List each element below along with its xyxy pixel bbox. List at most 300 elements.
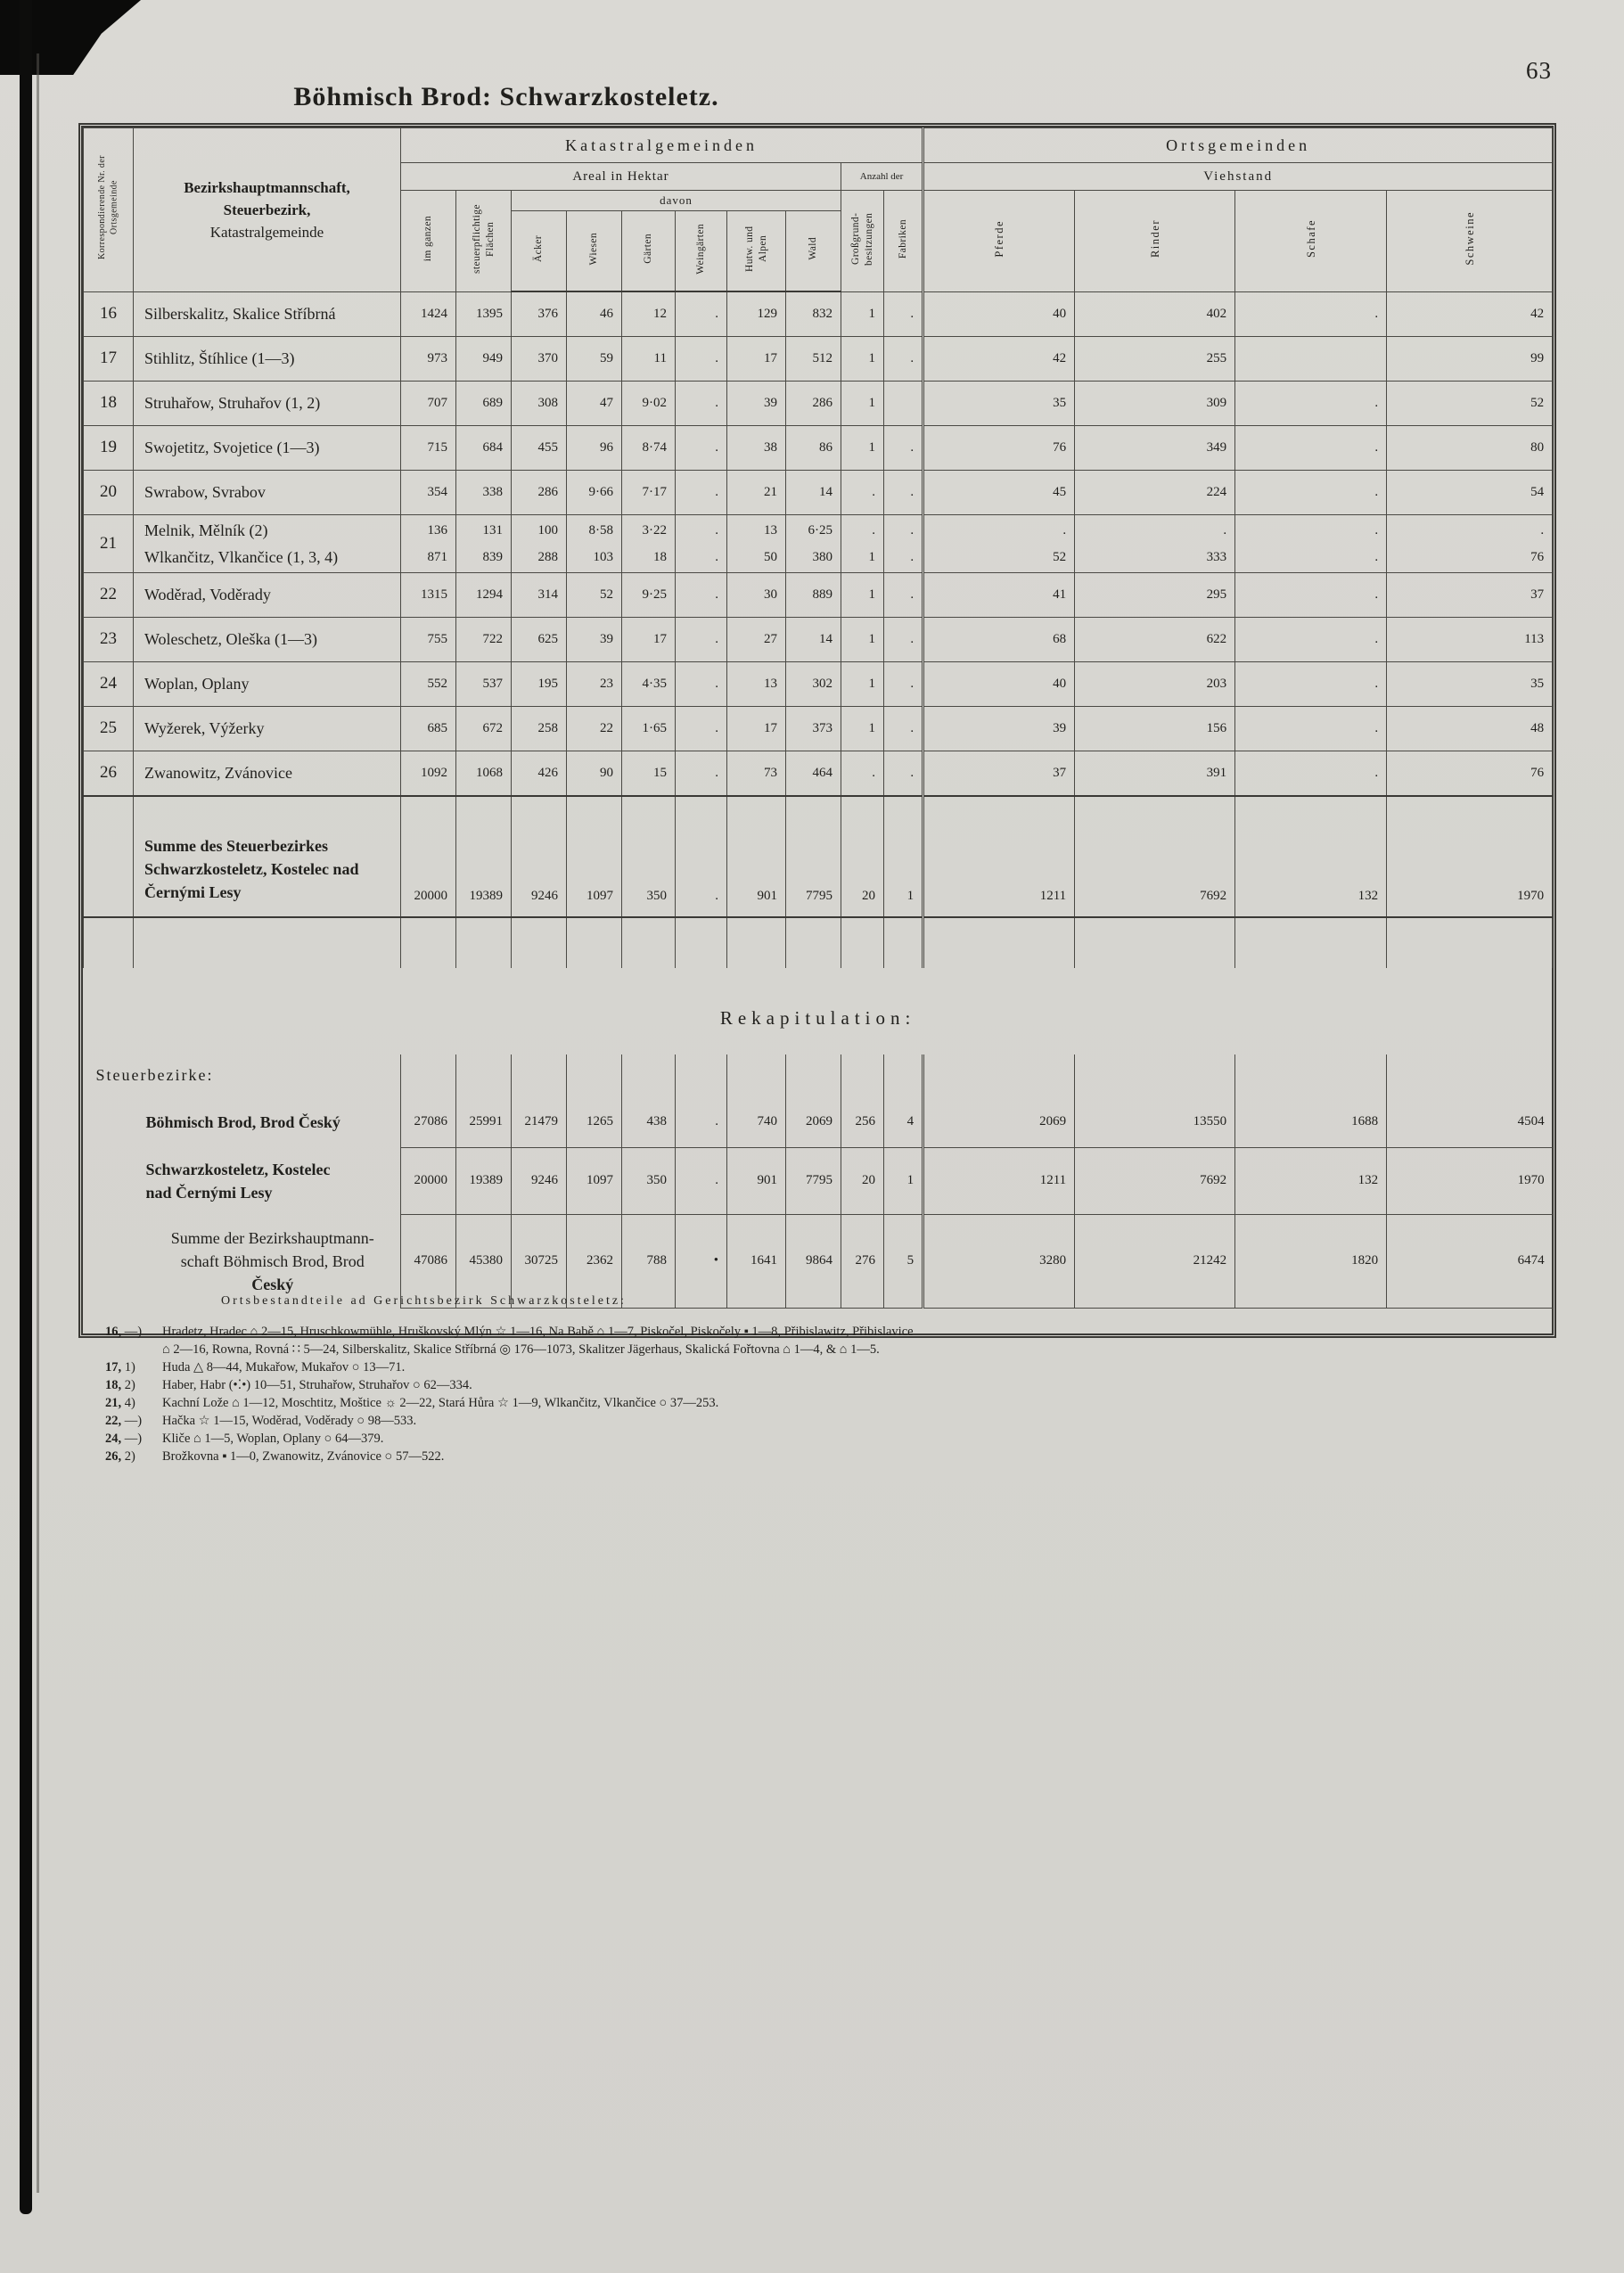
value-cell: .	[1235, 572, 1387, 617]
katastralgemeinde-name: Stihlitz, Štíhlice (1—3)	[134, 336, 401, 381]
rekapitulation-heading-row	[84, 968, 1553, 1054]
value-cell: 131 839	[456, 514, 512, 572]
value-cell: .	[1235, 751, 1387, 796]
spacer-cell	[1387, 917, 1553, 968]
rekap-spacer-cell	[567, 1054, 622, 1097]
footnotes-heading: Ortsbestandteile ad Gerichtsbezirk Schwarzkosteletz:	[221, 1294, 627, 1308]
value-cell: 1	[841, 706, 884, 751]
summe-value: 350	[622, 796, 676, 917]
value-cell: 42	[1387, 291, 1553, 336]
summe-value: 20	[841, 796, 884, 917]
value-cell: 426	[512, 751, 567, 796]
rekap-value: 4504	[1387, 1097, 1553, 1148]
steuerbezirke-row	[84, 1054, 1553, 1097]
value-cell: 99	[1387, 336, 1553, 381]
katastralgemeinde-name: Woděrad, Voděrady	[134, 572, 401, 617]
value-cell: . .	[1235, 514, 1387, 572]
footnote-entry	[105, 1358, 1531, 1376]
rekapitulation-heading-cell	[84, 968, 1553, 1054]
rekap-value: 438	[622, 1097, 676, 1148]
katastral-row	[84, 751, 1553, 796]
summe-value: 1	[884, 796, 923, 917]
value-cell: 52	[567, 572, 622, 617]
value-cell: 96	[567, 425, 622, 470]
rekap-value: 7692	[1075, 1147, 1235, 1214]
value-cell: . 1	[841, 514, 884, 572]
spacer-cell	[1235, 917, 1387, 968]
value-cell: 1092	[401, 751, 456, 796]
value-cell: 8·58 103	[567, 514, 622, 572]
rekap-value: 9864	[786, 1214, 841, 1308]
value-cell: 552	[401, 661, 456, 706]
value-cell: 7·17	[622, 470, 676, 514]
rekap-value: 3280	[923, 1214, 1075, 1308]
col-steuerpflichtige-flaechen	[456, 191, 512, 292]
footnote-prefix: 16, —)	[105, 1325, 143, 1339]
rekap-number-empty	[84, 1147, 134, 1214]
value-cell: 622	[1075, 617, 1235, 661]
value-cell: 1294	[456, 572, 512, 617]
col-rinder	[1075, 191, 1235, 292]
value-cell: .	[676, 381, 727, 425]
value-cell: .	[884, 617, 923, 661]
summe-value: 20000	[401, 796, 456, 917]
value-cell: .	[1235, 661, 1387, 706]
rekap-spacer-cell	[401, 1054, 456, 1097]
rekap-value: 1265	[567, 1097, 622, 1148]
rekap-value: 1211	[923, 1147, 1075, 1214]
col-weingaerten	[676, 211, 727, 292]
spacer-cell	[84, 917, 134, 968]
col-wiesen	[567, 211, 622, 292]
value-cell: .	[884, 470, 923, 514]
value-cell: .	[676, 336, 727, 381]
value-cell: 37	[923, 751, 1075, 796]
summe-value: 901	[727, 796, 786, 917]
value-cell: 349	[1075, 425, 1235, 470]
value-cell: 295	[1075, 572, 1235, 617]
value-cell: 52	[1387, 381, 1553, 425]
value-cell: 30	[727, 572, 786, 617]
rekap-value: 1688	[1235, 1097, 1387, 1148]
footnote-text: Haber, Habr (•⁚•) 10—51, Struhařow, Struhařov ○ 62—334.	[162, 1378, 472, 1392]
row-number: 21	[84, 514, 134, 572]
value-cell: . 76	[1387, 514, 1553, 572]
row-number: 25	[84, 706, 134, 751]
rekap-value: 901	[727, 1147, 786, 1214]
value-cell: 684	[456, 425, 512, 470]
value-cell: 27	[727, 617, 786, 661]
footnote-prefix: 22, —)	[105, 1414, 143, 1428]
value-cell: 9·25	[622, 572, 676, 617]
col-grossgrundbesitzungen-label: Großgrund-besitzungen	[849, 212, 874, 266]
value-cell: 625	[512, 617, 567, 661]
footnote-entry	[105, 1448, 1531, 1465]
value-cell: 1315	[401, 572, 456, 617]
col-pferde	[923, 191, 1075, 292]
value-cell: 255	[1075, 336, 1235, 381]
rekap-value: 788	[622, 1214, 676, 1308]
rekap-spacer-cell	[1235, 1054, 1387, 1097]
group-ortsgemeinden: Ortsgemeinden	[923, 128, 1553, 163]
scan-artifact-binding-line	[37, 53, 39, 2193]
spacer-cell	[134, 917, 401, 968]
value-cell: .	[884, 706, 923, 751]
value-cell: 14	[786, 470, 841, 514]
rekap-value: 25991	[456, 1097, 512, 1148]
value-cell: .	[884, 572, 923, 617]
rekap-value: 20000	[401, 1147, 456, 1214]
katastral-row	[84, 470, 1553, 514]
rekap-value: •	[676, 1214, 727, 1308]
statistics-table-frame	[78, 123, 1556, 1338]
col-schafe	[1235, 191, 1387, 292]
rekap-value: 132	[1235, 1147, 1387, 1214]
rekap-value: 2069	[786, 1097, 841, 1148]
value-cell	[884, 381, 923, 425]
rekap-spacer-cell	[676, 1054, 727, 1097]
summe-value: 7795	[786, 796, 841, 917]
summe-value: .	[676, 796, 727, 917]
row-number: 18	[84, 381, 134, 425]
value-cell: .	[1235, 291, 1387, 336]
value-cell: 258	[512, 706, 567, 751]
value-cell: .	[676, 661, 727, 706]
rekap-value: 27086	[401, 1097, 456, 1148]
value-cell: 1	[841, 661, 884, 706]
summe-value: 1970	[1387, 796, 1553, 917]
rekap-value: 13550	[1075, 1097, 1235, 1148]
value-cell: .	[884, 751, 923, 796]
summe-value: 7692	[1075, 796, 1235, 917]
footnote-list	[105, 1323, 1531, 1465]
spacer-cell	[923, 917, 1075, 968]
value-cell: 973	[401, 336, 456, 381]
value-cell: 309	[1075, 381, 1235, 425]
col-im-ganzen-label: im ganzen	[422, 216, 434, 262]
katastralgemeinde-name: Wyžerek, Výžerky	[134, 706, 401, 751]
value-cell: 1068	[456, 751, 512, 796]
value-cell: 889	[786, 572, 841, 617]
value-cell: .	[884, 661, 923, 706]
value-cell: 11	[622, 336, 676, 381]
rekap-spacer-cell	[786, 1054, 841, 1097]
value-cell: 512	[786, 336, 841, 381]
rekapitulation-heading: Rekapitulation:	[719, 1006, 916, 1029]
value-cell: 3·22 18	[622, 514, 676, 572]
rekap-label: Böhmisch Brod, Brod Český	[145, 1112, 340, 1131]
value-cell: 8·74	[622, 425, 676, 470]
value-cell: 22	[567, 706, 622, 751]
value-cell: 9·02	[622, 381, 676, 425]
rekap-value: .	[676, 1097, 727, 1148]
rekap-value: 1	[884, 1147, 923, 1214]
footnote-prefix: 26, 2)	[105, 1449, 135, 1464]
col-schafe-label: Schafe	[1304, 219, 1317, 258]
value-cell: . 52	[923, 514, 1075, 572]
rekap-row	[84, 1097, 1553, 1148]
value-cell: .	[1235, 470, 1387, 514]
col-gaerten-label: Gärten	[643, 234, 654, 264]
footnote-entry	[105, 1376, 1531, 1394]
rekap-spacer-cell	[923, 1054, 1075, 1097]
rekap-value: 19389	[456, 1147, 512, 1214]
scan-artifact-binding-bar	[20, 0, 32, 2214]
value-cell: .	[676, 572, 727, 617]
value-cell: 45	[923, 470, 1075, 514]
col-fabriken	[884, 191, 923, 292]
summe-row	[84, 796, 1553, 917]
col-im-ganzen	[401, 191, 456, 292]
rekap-value: 276	[841, 1214, 884, 1308]
spacer-cell	[401, 917, 456, 968]
value-cell: 17	[622, 617, 676, 661]
value-cell: 689	[456, 381, 512, 425]
value-cell: 707	[401, 381, 456, 425]
col-schweine-label: Schweine	[1463, 211, 1476, 267]
value-cell: 100 288	[512, 514, 567, 572]
value-cell: .	[884, 336, 923, 381]
value-cell: .	[884, 425, 923, 470]
value-cell: 391	[1075, 751, 1235, 796]
value-cell: 1	[841, 381, 884, 425]
statistics-table	[83, 127, 1553, 1333]
footnote-prefix: 21, 4)	[105, 1396, 135, 1410]
steuerbezirke-label: Steuerbezirke:	[95, 1066, 214, 1084]
footnotes	[105, 1294, 1531, 1465]
value-cell: .	[884, 291, 923, 336]
rekap-value: 45380	[456, 1214, 512, 1308]
value-cell: 59	[567, 336, 622, 381]
value-cell: 1	[841, 572, 884, 617]
rekapitulation-body	[84, 1054, 1553, 1333]
value-cell: 755	[401, 617, 456, 661]
value-cell: 54	[1387, 470, 1553, 514]
katastralgemeinde-name: Melnik, Mělník (2) Wlkančitz, Vlkančice (1, 3, 4)	[134, 514, 401, 572]
spacer-cell	[841, 917, 884, 968]
value-cell: .	[841, 751, 884, 796]
rekap-value: 2362	[567, 1214, 622, 1308]
col-pferde-label: Pferde	[993, 219, 1006, 258]
value-cell: 1	[841, 425, 884, 470]
spacer-cell	[676, 917, 727, 968]
value-cell: 685	[401, 706, 456, 751]
value-cell: 6·25 380	[786, 514, 841, 572]
rekap-value: 4	[884, 1097, 923, 1148]
value-cell: 286	[512, 470, 567, 514]
footnote-prefix: 24, —)	[105, 1432, 143, 1446]
value-cell: 40	[923, 291, 1075, 336]
col-rinder-label: Rinder	[1148, 219, 1161, 258]
katastral-row	[84, 291, 1553, 336]
col-wald	[786, 211, 841, 292]
value-cell: .	[676, 291, 727, 336]
value-cell: 376	[512, 291, 567, 336]
value-cell: 39	[727, 381, 786, 425]
value-cell: 40	[923, 661, 1075, 706]
katastral-row	[84, 706, 1553, 751]
value-cell: 35	[923, 381, 1075, 425]
value-cell: 224	[1075, 470, 1235, 514]
rekapitulation-heading-section	[84, 968, 1553, 1054]
group-katastralgemeinden: Katastralgemeinden	[401, 128, 923, 163]
rekap-value: 6474	[1387, 1214, 1553, 1308]
value-cell: 4·35	[622, 661, 676, 706]
value-cell: 464	[786, 751, 841, 796]
value-cell: .	[1235, 381, 1387, 425]
rekap-spacer-cell	[512, 1054, 567, 1097]
rekap-value: 2069	[923, 1097, 1075, 1148]
rekap-spacer-cell	[456, 1054, 512, 1097]
row-number: 17	[84, 336, 134, 381]
summe-value: 1097	[567, 796, 622, 917]
col-weingaerten-label: Weingärten	[695, 223, 707, 275]
value-cell: 23	[567, 661, 622, 706]
value-cell: 47	[567, 381, 622, 425]
rekap-label: Schwarzkosteletz, Kostelec nad Černými Lesy	[145, 1160, 331, 1202]
spacer-cell	[884, 917, 923, 968]
value-cell: 1	[841, 617, 884, 661]
row-number: 20	[84, 470, 134, 514]
rekap-value: 1097	[567, 1147, 622, 1214]
value-cell: 1	[841, 336, 884, 381]
rekap-value: 1820	[1235, 1214, 1387, 1308]
col-fabriken-label: Fabriken	[897, 218, 908, 258]
rekap-label: Summe der Bezirkshauptmann- schaft Böhmisch Brod, Brod Český	[170, 1228, 374, 1293]
footnote-entry	[105, 1430, 1531, 1448]
katastral-row	[84, 617, 1553, 661]
value-cell: 156	[1075, 706, 1235, 751]
katastralgemeinde-name: Struhařow, Struhařov (1, 2)	[134, 381, 401, 425]
katastral-row	[84, 381, 1553, 425]
katastralgemeinde-name: Woplan, Oplany	[134, 661, 401, 706]
spacer-cell	[456, 917, 512, 968]
rekap-value: 47086	[401, 1214, 456, 1308]
row-number: 23	[84, 617, 134, 661]
value-cell: 136 871	[401, 514, 456, 572]
col-wiesen-label: Wiesen	[588, 232, 600, 266]
value-cell: . 333	[1075, 514, 1235, 572]
rekap-spacer-cell	[727, 1054, 786, 1097]
katastralgemeinde-name: Woleschetz, Oleška (1—3)	[134, 617, 401, 661]
value-cell: 370	[512, 336, 567, 381]
value-cell: 129	[727, 291, 786, 336]
value-cell: 373	[786, 706, 841, 751]
spacer-cell	[1075, 917, 1235, 968]
value-cell: 13 50	[727, 514, 786, 572]
rekap-value: 350	[622, 1147, 676, 1214]
footnote-text: Hradetz, Hradec ⌂ 2—15, Hruschkowmühle, Hruškovský Mlýn ☆ 1—16, Na Babě ⌂ 1—7, Piskočel, Piskočely ▪ 1—8, Přibislawitz, Přibislavice ⌂ 2—16, Rowna, Rovná ∷ 5—24, Silberskalitz, Skalice Stříbrná ◎ 176—1073, Skalitzer Jägerhaus, Skalická Fořtovna ⌂ 1—4, & ⌂ 1—5.	[162, 1325, 914, 1357]
value-cell: . .	[884, 514, 923, 572]
footnote-text: Brožkovna ▪ 1—0, Zwanowitz, Zvánovice ○ 57—522.	[162, 1449, 445, 1464]
rekap-value: 21242	[1075, 1214, 1235, 1308]
col-schweine	[1387, 191, 1553, 292]
col-gaerten	[622, 211, 676, 292]
value-cell: .	[676, 425, 727, 470]
value-cell: 12	[622, 291, 676, 336]
bezirk-header-line1: Bezirkshauptmannschaft,	[184, 178, 350, 196]
value-cell: 113	[1387, 617, 1553, 661]
footnote-prefix: 18, 2)	[105, 1378, 135, 1392]
rekap-value: 9246	[512, 1147, 567, 1214]
value-cell: 90	[567, 751, 622, 796]
value-cell: .	[1235, 617, 1387, 661]
value-cell: 354	[401, 470, 456, 514]
spacer-cell	[512, 917, 567, 968]
rekap-number-empty	[84, 1097, 134, 1148]
value-cell: 37	[1387, 572, 1553, 617]
value-cell: 13	[727, 661, 786, 706]
katastral-row	[84, 572, 1553, 617]
value-cell: 17	[727, 336, 786, 381]
row-number: 19	[84, 425, 134, 470]
value-cell: 42	[923, 336, 1075, 381]
col-hutweiden-alpen	[727, 211, 786, 292]
spacer-row	[84, 917, 1553, 968]
bezirk-header-line3: Katastralgemeinde	[209, 223, 324, 241]
corr-number-header	[84, 128, 134, 292]
value-cell: .	[676, 706, 727, 751]
value-cell: 1395	[456, 291, 512, 336]
rekap-row	[84, 1147, 1553, 1214]
footnote-text: Kachní Lože ⌂ 1—12, Moschtitz, Moštice ☼ 2—22, Stará Hůra ☆ 1—9, Wlkančitz, Vlkančice ○ 37—253.	[162, 1396, 719, 1410]
katastralgemeinde-name: Swrabow, Svrabov	[134, 470, 401, 514]
rekap-spacer-cell	[1075, 1054, 1235, 1097]
value-cell: 9·66	[567, 470, 622, 514]
katastral-row	[84, 425, 1553, 470]
col-hutweiden-alpen-label: Hutw. und Alpen	[743, 226, 768, 272]
spacer-cell	[727, 917, 786, 968]
value-cell: 68	[923, 617, 1075, 661]
col-aecker-label: Äcker	[533, 234, 545, 263]
col-aecker	[512, 211, 567, 292]
row-number: 26	[84, 751, 134, 796]
value-cell: 46	[567, 291, 622, 336]
value-cell: 537	[456, 661, 512, 706]
value-cell: 76	[1387, 751, 1553, 796]
row-number: 22	[84, 572, 134, 617]
rekap-value: 1641	[727, 1214, 786, 1308]
value-cell: 17	[727, 706, 786, 751]
value-cell: .	[676, 751, 727, 796]
table-body	[84, 291, 1553, 968]
col-wald-label: Wald	[808, 237, 819, 260]
value-cell: 39	[923, 706, 1075, 751]
value-cell: 15	[622, 751, 676, 796]
footnote-text: Huda △ 8—44, Mukařow, Mukařov ○ 13—71.	[162, 1360, 406, 1374]
page-number: 63	[1526, 57, 1552, 84]
value-cell: 76	[923, 425, 1075, 470]
value-cell: 195	[512, 661, 567, 706]
katastral-row	[84, 336, 1553, 381]
rekap-value: 30725	[512, 1214, 567, 1308]
value-cell: .	[1235, 706, 1387, 751]
katastralgemeinde-name: Swojetitz, Svojetice (1—3)	[134, 425, 401, 470]
value-cell: 73	[727, 751, 786, 796]
value-cell: 402	[1075, 291, 1235, 336]
rekap-value: .	[676, 1147, 727, 1214]
col-grossgrundbesitzungen	[841, 191, 884, 292]
value-cell: 715	[401, 425, 456, 470]
value-cell: 308	[512, 381, 567, 425]
rekap-spacer-cell	[1387, 1054, 1553, 1097]
col-steuerpflichtige-label: steuerpflichtige Flächen	[471, 203, 496, 274]
page-title: Böhmisch Brod: Schwarzkosteletz.	[293, 82, 719, 111]
summe-value: 132	[1235, 796, 1387, 917]
value-cell: 48	[1387, 706, 1553, 751]
footnote-prefix: 17, 1)	[105, 1360, 135, 1374]
value-cell: 39	[567, 617, 622, 661]
